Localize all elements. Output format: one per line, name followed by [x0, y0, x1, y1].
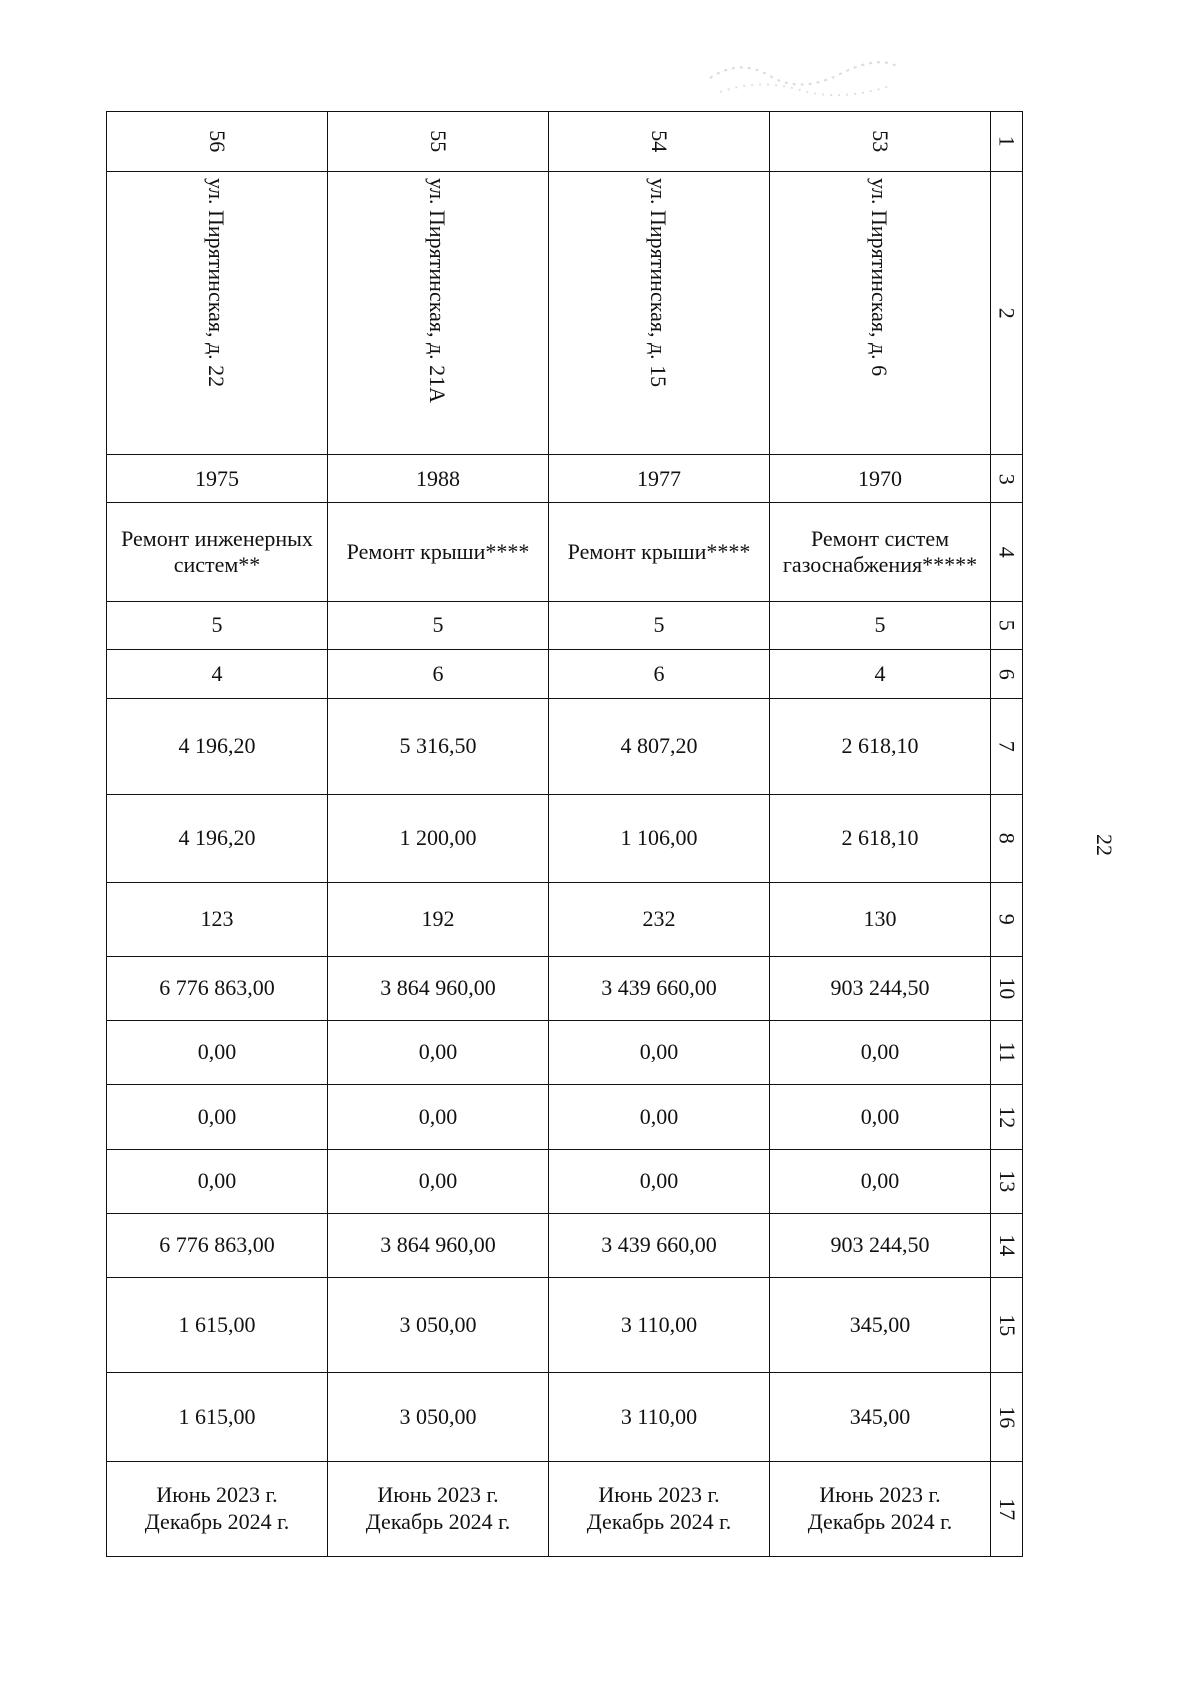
row-index-cell: [991, 698, 1023, 794]
row-index-label: 4: [994, 546, 1020, 558]
table-cell: [549, 503, 770, 601]
table-cell: 3 110,00: [549, 1373, 770, 1461]
table-row: [107, 649, 1023, 698]
table-cell: 1975: [107, 455, 328, 503]
row-number-text: 56: [205, 130, 231, 153]
table-cell: 0,00: [770, 1149, 991, 1213]
table-cell: 903 244,50: [770, 1213, 991, 1277]
row-index-cell: [991, 1461, 1023, 1556]
table-row: [107, 1149, 1023, 1213]
row-index-label: 15: [994, 1314, 1020, 1337]
table-row: [107, 1461, 1023, 1556]
row-index-cell: [991, 1213, 1023, 1277]
page-number: 22: [1092, 834, 1117, 856]
table-cell: 0,00: [549, 1149, 770, 1213]
row-index-cell: [991, 1373, 1023, 1461]
table-row: [107, 956, 1023, 1020]
table-cell: 130: [770, 882, 991, 956]
period-line1: Июнь 2023 г.: [377, 1482, 499, 1508]
table-row: [107, 1373, 1023, 1461]
table-cell: 3 864 960,00: [328, 1213, 549, 1277]
table-cell: 1988: [328, 455, 549, 503]
row-index-label: 13: [994, 1170, 1020, 1193]
table-cell: 192: [328, 882, 549, 956]
row-index-cell: [991, 172, 1023, 455]
table-cell: [770, 503, 991, 601]
row-index-cell: [991, 795, 1023, 882]
table-cell: 6: [328, 649, 549, 698]
table-cell: [328, 1461, 549, 1556]
table-cell: 5: [770, 601, 991, 649]
table-cell: [107, 1461, 328, 1556]
table-cell: 4 807,20: [549, 698, 770, 794]
table-cell: 4: [107, 649, 328, 698]
row-index-cell: [991, 882, 1023, 956]
table-cell: 3 439 660,00: [549, 1213, 770, 1277]
table-cell: [107, 172, 328, 455]
table-row: [107, 882, 1023, 956]
table-cell: 1 615,00: [107, 1277, 328, 1372]
row-index-label: 17: [994, 1497, 1020, 1520]
work_type-line1: Ремонт систем: [810, 525, 950, 551]
table-cell: 5 316,50: [328, 698, 549, 794]
table-row: [107, 795, 1023, 882]
table-cell: 0,00: [770, 1021, 991, 1085]
table-cell: 1970: [770, 455, 991, 503]
row-number-text: 54: [647, 130, 673, 153]
work_type-line2: систем**: [173, 551, 261, 577]
table-cell: 0,00: [549, 1021, 770, 1085]
row-index-cell: [991, 1277, 1023, 1372]
table-cell: 1977: [549, 455, 770, 503]
table-cell: 0,00: [107, 1149, 328, 1213]
table-cell: 345,00: [770, 1373, 991, 1461]
table-cell: 0,00: [328, 1085, 549, 1149]
row-index-label: 11: [994, 1042, 1020, 1064]
table-cell: 3 864 960,00: [328, 956, 549, 1020]
table-row: [107, 455, 1023, 503]
table-row: [107, 698, 1023, 794]
row-number-text: 53: [868, 130, 894, 153]
table-cell: 0,00: [328, 1021, 549, 1085]
table-cell: 6 776 863,00: [107, 1213, 328, 1277]
work_type-line1: Ремонт крыши****: [567, 538, 751, 564]
table-row: [107, 112, 1023, 172]
row-index-label: 3: [994, 473, 1020, 485]
table-cell: 2 618,10: [770, 795, 991, 882]
table-cell: [770, 172, 991, 455]
table-cell: 3 439 660,00: [549, 956, 770, 1020]
table-cell: [328, 172, 549, 455]
table-cell: 5: [107, 601, 328, 649]
table-cell: 6 776 863,00: [107, 956, 328, 1020]
address-text: ул. Пирятинская, д. 22: [204, 178, 229, 388]
table-row: [107, 1277, 1023, 1372]
table-cell: 0,00: [549, 1085, 770, 1149]
period-line1: Июнь 2023 г.: [598, 1482, 720, 1508]
row-index-label: 6: [994, 668, 1020, 680]
row-index-cell: [991, 1085, 1023, 1149]
table-cell: 0,00: [107, 1021, 328, 1085]
table-cell: 5: [549, 601, 770, 649]
work_type-line2: газоснабжения*****: [782, 551, 978, 577]
table-cell: 4: [770, 649, 991, 698]
table-cell: [107, 503, 328, 601]
period-line2: Декабрь 2024 г.: [807, 1508, 953, 1534]
table-cell: 1 106,00: [549, 795, 770, 882]
table-cell: 3 110,00: [549, 1277, 770, 1372]
row-index-label: 8: [994, 832, 1020, 844]
table-cell: [549, 172, 770, 455]
table-cell: [328, 503, 549, 601]
row-index-label: 16: [994, 1405, 1020, 1428]
address-text: ул. Пирятинская, д. 21А: [425, 178, 450, 404]
period-line2: Декабрь 2024 г.: [365, 1508, 511, 1534]
table-cell: 5: [328, 601, 549, 649]
table-cell: [549, 1461, 770, 1556]
row-index-label: 2: [994, 307, 1020, 319]
table-row: [107, 172, 1023, 455]
table-cell: [107, 112, 328, 172]
work_type-line1: Ремонт крыши****: [346, 538, 530, 564]
period-line2: Декабрь 2024 г.: [144, 1508, 290, 1534]
table-cell: 3 050,00: [328, 1373, 549, 1461]
row-index-cell: [991, 455, 1023, 503]
table-row: [107, 1213, 1023, 1277]
table-cell: 232: [549, 882, 770, 956]
table-cell: [328, 112, 549, 172]
table-cell: 123: [107, 882, 328, 956]
address-text: ул. Пирятинская, д. 15: [646, 178, 671, 388]
table-cell: 345,00: [770, 1277, 991, 1372]
table-cell: 0,00: [328, 1149, 549, 1213]
work_type-line1: Ремонт инженерных: [121, 525, 313, 551]
table-cell: 1 200,00: [328, 795, 549, 882]
row-index-label: 14: [994, 1234, 1020, 1257]
table-row: [107, 601, 1023, 649]
table-cell: [770, 1461, 991, 1556]
period-line1: Июнь 2023 г.: [819, 1482, 941, 1508]
table-cell: [549, 112, 770, 172]
table-cell: 0,00: [770, 1085, 991, 1149]
row-index-label: 1: [994, 136, 1020, 148]
table-row: [107, 1021, 1023, 1085]
row-number-text: 55: [426, 130, 452, 153]
capital-repair-table: [106, 111, 1023, 1557]
table-cell: 1 615,00: [107, 1373, 328, 1461]
row-index-label: 7: [994, 741, 1020, 753]
row-index-label: 5: [994, 619, 1020, 631]
table-cell: 4 196,20: [107, 795, 328, 882]
row-index-cell: [991, 1021, 1023, 1085]
table-cell: 3 050,00: [328, 1277, 549, 1372]
row-index-cell: [991, 503, 1023, 601]
row-index-label: 12: [994, 1105, 1020, 1128]
row-index-label: 10: [994, 977, 1020, 1000]
row-index-cell: [991, 956, 1023, 1020]
table-cell: 4 196,20: [107, 698, 328, 794]
row-index-cell: [991, 1149, 1023, 1213]
row-index-label: 9: [994, 913, 1020, 925]
row-index-cell: [991, 112, 1023, 172]
table-row: [107, 1085, 1023, 1149]
address-text: ул. Пирятинская, д. 6: [867, 178, 892, 377]
table-row: [107, 503, 1023, 601]
row-index-cell: [991, 649, 1023, 698]
row-index-cell: [991, 601, 1023, 649]
period-line1: Июнь 2023 г.: [156, 1482, 278, 1508]
faint-stamp-mark: [700, 48, 910, 108]
period-line2: Декабрь 2024 г.: [586, 1508, 732, 1534]
table-cell: 6: [549, 649, 770, 698]
table-cell: 0,00: [107, 1085, 328, 1149]
table-cell: [770, 112, 991, 172]
table-cell: 2 618,10: [770, 698, 991, 794]
table-cell: 903 244,50: [770, 956, 991, 1020]
